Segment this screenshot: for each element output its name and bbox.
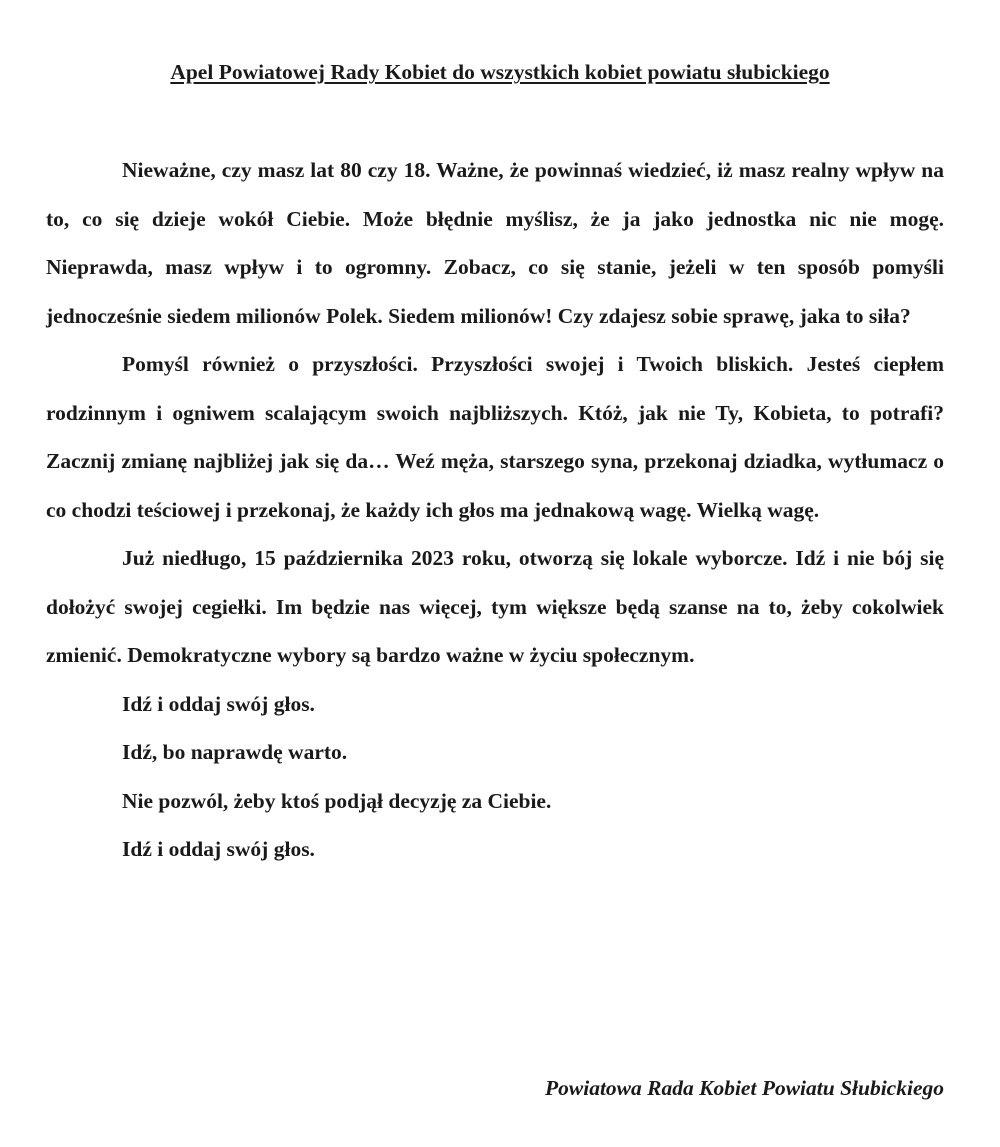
- document-title: [40, 58, 960, 86]
- call-line-3: Nie pozwól, żeby ktoś podjął decyzję za Ciebie.: [122, 788, 552, 813]
- call-line-2: Idź, bo naprawdę warto.: [122, 740, 348, 764]
- document-title-text: Apel Powiatowej Rady Kobiet do wszystkich kobiet powiatu słubickiego: [170, 60, 830, 84]
- call-line-4: Idź i oddaj swój głos.: [122, 837, 315, 861]
- paragraph-3: Już niedługo, 15 października 2023 roku, otworzą się lokale wyborcze. Idź i nie bój się dołożyć swojej cegiełki. Im będzie nas więcej, tym większe będą szanse na to, żeby cokolwiek zmienić. Demokratyczne wybory są bardzo ważne w życiu społecznym.: [46, 546, 944, 667]
- document-body: [46, 146, 944, 874]
- paragraph-2: Pomyśl również o przyszłości. Przyszłości swojej i Twoich bliskich. Jesteś ciepłem rodzinnym i ogniwem scalającym swoich najbliższych. Któż, jak nie Ty, Kobieta, to potrafi? Zacznij zmianę najbliżej jak się da… Weź męża, starszego syna, przekonaj dziadka, wytłumacz o co chodzi teściowej i przekonaj, że każdy ich głos ma jednakową wagę. Wielką wagę.: [46, 352, 944, 522]
- call-line-1: Idź i oddaj swój głos.: [122, 691, 315, 716]
- signature: Powiatowa Rada Kobiet Powiatu Słubickiego: [545, 1076, 944, 1100]
- paragraph-1: Nieważne, czy masz lat 80 czy 18. Ważne, że powinnaś wiedzieć, iż masz realny wpływ na to, co się dzieje wokół Ciebie. Może błędnie myślisz, że ja jako jednostka nic nie mogę. Nieprawda, masz wpływ i to ogromny. Zobacz, co się stanie, jeżeli w ten sposób pomyśli jednocześnie siedem milionów Polek. Siedem milionów! Czy zdajesz sobie sprawę, jaka to siła?: [46, 158, 944, 328]
